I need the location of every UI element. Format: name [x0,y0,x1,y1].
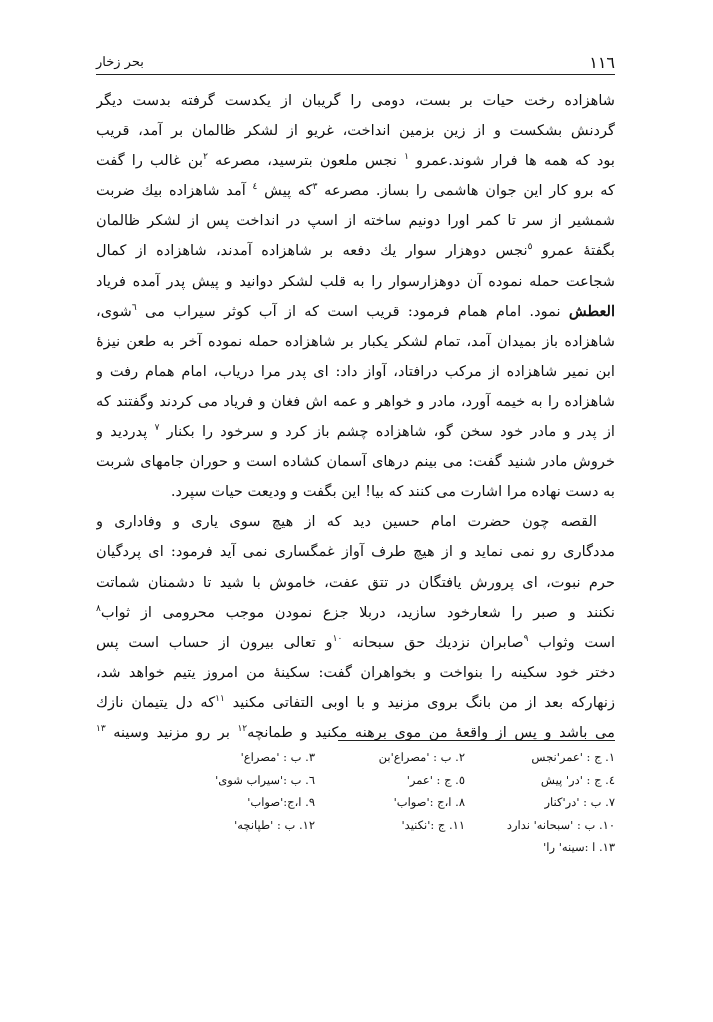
text-line: ابن نمیر شاهزاده از مرکب درافتاد، آواز داد: ای پدر مرا دریاب، امام همام رفت و [96,362,615,380]
text-line: زنهارکه بعد از من بانگ بروی مزنید و با اوبی التفاتی مکنید $^{١١}$که دل یتیمان نازك [96,693,615,711]
text-line: القصه چون حضرت امام حسین دید که از هیچ سوی یاری و وفاداری و [96,513,597,531]
text-line: نکنند و صبر را شعارخود سازید، دربلا جزع نمودن موجب محرومی از ثواب$^٨$ [96,603,615,621]
text-line: دختر خود سکینه را بنواخت و بخواهران گفت: سکینهٔ من امروز یتیم خواهد شد، [96,663,615,681]
text-line: بود که همه ها فرار شوند.عمرو $^١$ نجس ملعون بترسید، مصرعه $^٢$بن غالب را گفت [96,152,615,170]
text-line: از پدر و مادر خود سخن گو، شاهزاده چشم باز کرد و سرخود را بکنار $^٧$ پدردید و [96,423,615,441]
text-line: گردنش بشکست و از زین بزمین انداخت، غریو از لشکر ظالمان بر آمد، قریب [96,122,615,140]
footnote-row [96,746,615,769]
text-line: العطش نمود. امام همام فرمود: قریب است که از آب کوثر سیراب می $^٦$شوی، [96,302,615,320]
running-header [96,46,615,75]
footnote: ٥. ج : 'عمر' [406,772,465,787]
footnote: ٩. ا،ج:'صواب' [247,795,315,809]
body-text [96,86,615,748]
text-line: بگفتهٔ عمرو $^٥$نجس دوهزار سوار یك دفعه بر شاهزاده آمدند، شاهزاده از کمال [96,242,615,260]
footnote: ٧. ب : 'در'کنار [544,795,615,809]
footnote: ١٢. ب : 'طپانچه' [234,817,315,832]
text-line: شاهزاده را به خیمه آورد، مادر و خواهر و عمه اش فغان و فریاد می کردند وگفتند که [96,392,615,410]
footnote: ٤. ج : 'در' پیش [540,772,615,787]
footnote: ١. ج : 'عمر'نجس [531,750,615,764]
footnote: ٣. ب : 'مصراع' [240,750,315,764]
footnote-row [96,814,615,837]
text-line: به دست نهاده مرا اشارت می کنند که بیا! این بگفت و ودیعت حیات سپرد. [170,483,615,501]
footnote-row [96,836,615,859]
text-line: شجاعت حمله نموده آن دوهزارسوار را به قلب لشکر دوانید و پیش پدر آمده فریاد [96,272,615,290]
footnote: ٨. ا،ج :'صواب' [393,795,465,809]
footnote-row [96,769,615,792]
footnote: ١١. ج :'نکنید' [401,817,465,832]
text-line: می باشد و پس از واقعهٔ من موی برهنه مکنید و طمانچه$^{١٢}$ بر رو مزنید وسینه $^{١٣}$ [96,723,615,741]
footnotes [96,746,615,859]
footnote: ٢. ب : 'مصراع'بن [378,750,465,764]
text-line: شمشیر از سر تا کمر اورا دونیم ساخته از اسپ در انداخت پس از لشکر ظالمان [96,212,615,230]
footnote-row [96,791,615,814]
text-line: مددگاری رو نمی نماید و از هیچ طرف آواز غمگساری نمی آید فرمود: ای پردگیان [96,543,615,561]
footnote-divider [338,740,615,741]
text-line: است وثواب $^٩$صابران نزدیك حق سبحانه $^{١٠}$و تعالی بیرون از حساب است پس [96,633,615,651]
text-line: شاهزاده باز بمیدان آمد، تمام لشکر یکبار بر شاهزاده حمله نموده آخر به طعن نیزهٔ [96,332,615,350]
page-number: ١١٦ [589,53,615,72]
text-line: حرم نبوت، ای پرورش یافتگان در تتق عفت، خاموش با شید تا دشمنان شماتت [96,573,615,591]
text-line: شاهزاده رخت حیات بر بست، دومی را گریبان از یکدست گرفته بدست دیگر [96,92,615,109]
footnote: ١٣. ا :سینه' را' [543,840,615,854]
footnote: ٦. ب :'سیراب شوی' [215,772,315,787]
text-line: خروش مادر شنید گفت: می بینم درهای آسمان کشاده است و حوران جامهای شربت [96,453,615,471]
running-title: بحر زخار [96,55,144,70]
text-line: که برو کار این جوان هاشمی را بساز. مصرعه $^٣$که پیش $^٤$ آمد شاهزاده بیك ضربت [96,182,615,200]
footnote: ١٠. ب : 'سبحانه' ندارد [506,817,615,832]
